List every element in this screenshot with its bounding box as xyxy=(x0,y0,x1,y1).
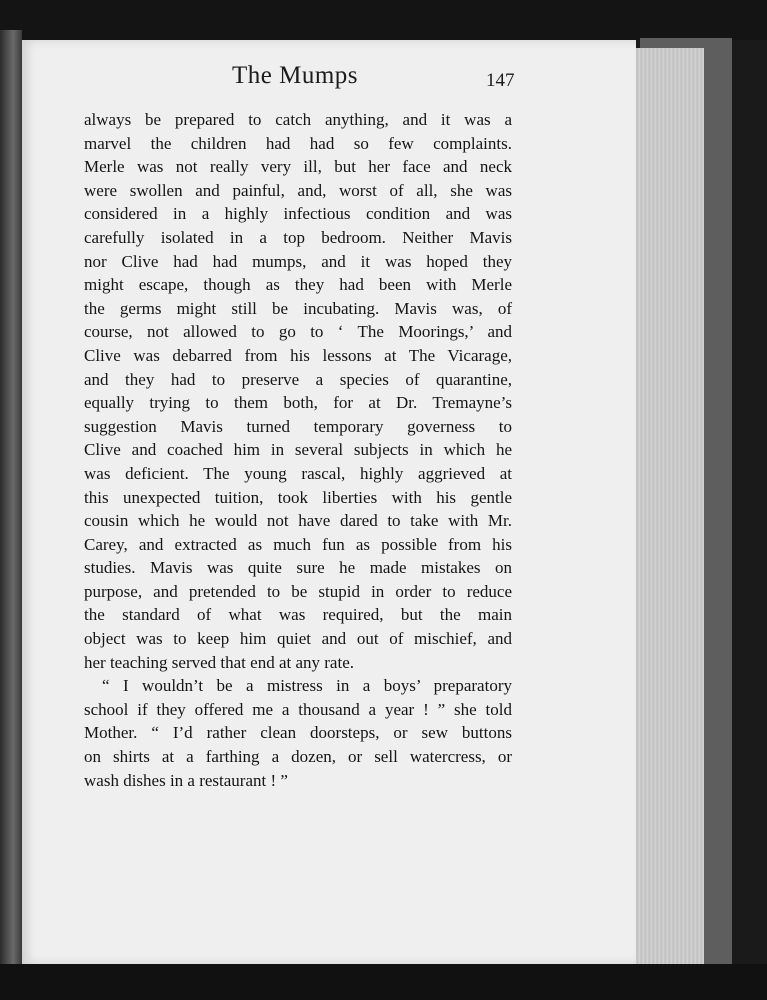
text-line: studies. Mavis was quite sure he made mistakes on xyxy=(84,558,512,578)
text-line: might escape, though as they had been with Merle xyxy=(84,275,512,295)
text-line: Clive and coached him in several subjects in which he xyxy=(84,440,512,460)
text-line: purpose, and pretended to be stupid in order to reduce xyxy=(84,581,512,601)
text-line: and they had to preserve a species of quarantine, xyxy=(84,369,512,389)
text-line: course, not allowed to go to ‘ The Moorings,’ and xyxy=(84,322,512,342)
text-line: object was to keep him quiet and out of mischief, and xyxy=(84,629,512,649)
book-left-cover xyxy=(0,30,22,970)
text-line: carefully isolated in a top bedroom. Neither Mavis xyxy=(84,227,512,247)
book-page-edges xyxy=(634,48,704,964)
text-line: on shirts at a farthing a dozen, or sell watercress, or xyxy=(84,747,512,767)
page-number: 147 xyxy=(486,70,515,91)
text-line: her teaching served that end at any rate. xyxy=(84,652,354,672)
text-line: the germs might still be incubating. Mavis was, of xyxy=(84,298,512,318)
text-line: “ I wouldn’t be a mistress in a boys’ preparatory xyxy=(102,676,512,696)
text-line: marvel the children had had so few complaints. xyxy=(84,133,512,153)
text-line: nor Clive had had mumps, and it was hoped they xyxy=(84,251,512,271)
background-top xyxy=(0,0,767,40)
background-bottom xyxy=(0,964,767,1000)
text-line: this unexpected tuition, took liberties with his gentle xyxy=(84,487,512,507)
running-head: The Mumps xyxy=(232,62,359,89)
text-line: Mother. “ I’d rather clean doorsteps, or sew buttons xyxy=(84,723,512,743)
text-line: was deficient. The young rascal, highly aggrieved at xyxy=(84,463,512,483)
text-line: Merle was not really very ill, but her face and neck xyxy=(84,157,512,177)
text-line: Carey, and extracted as much fun as possible from his xyxy=(84,534,512,554)
text-line: Clive was debarred from his lessons at The Vicarage, xyxy=(84,345,512,365)
text-line: the standard of what was required, but the main xyxy=(84,605,512,625)
text-line: always be prepared to catch anything, and it was a xyxy=(84,110,512,129)
text-line: cousin which he would not have dared to take with Mr. xyxy=(84,511,512,531)
text-line: school if they offered me a thousand a year ! ” she told xyxy=(84,699,512,719)
body-text xyxy=(84,108,512,792)
text-line: were swollen and painful, and, worst of all, she was xyxy=(84,180,512,200)
text-line: wash dishes in a restaurant ! ” xyxy=(84,770,288,790)
text-line: suggestion Mavis turned temporary governess to xyxy=(84,416,512,436)
text-line: equally trying to them both, for at Dr. Tremayne’s xyxy=(84,393,512,413)
text-line: considered in a highly infectious condition and was xyxy=(84,204,512,224)
